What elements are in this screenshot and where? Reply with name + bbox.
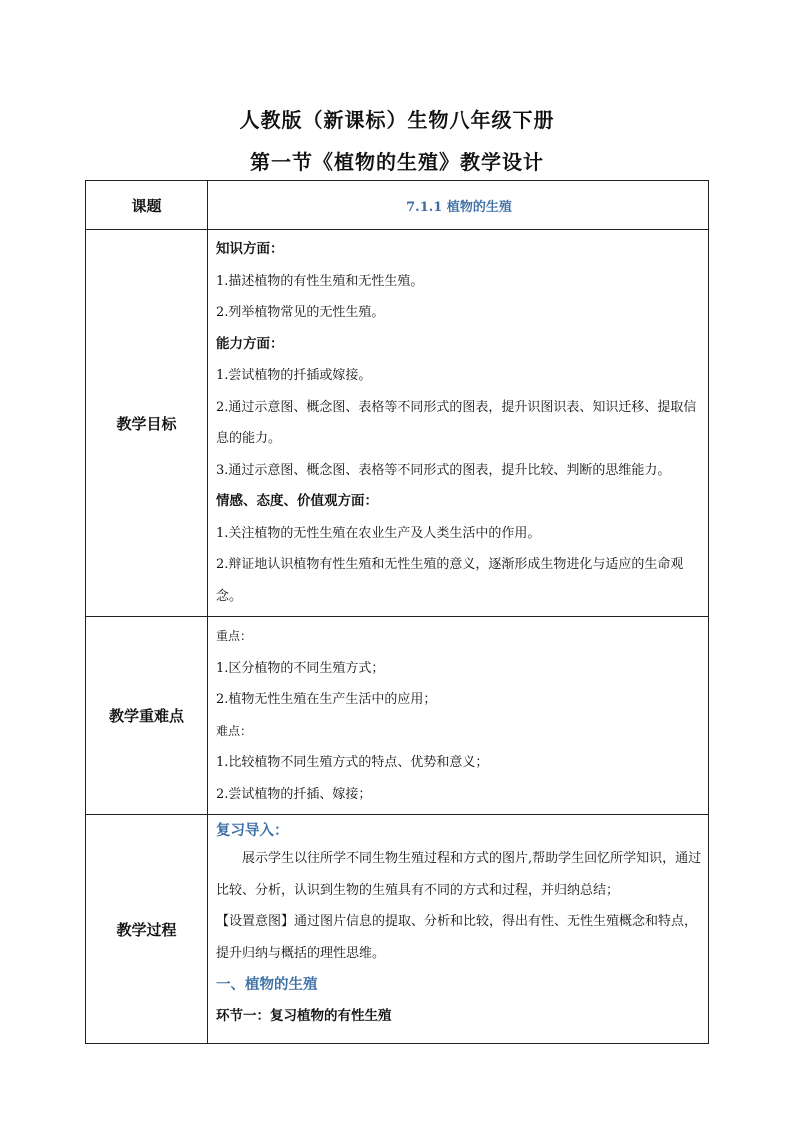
step-heading: 环节一：复习植物的有性生殖 <box>216 1007 392 1024</box>
focus-heading: 重点： <box>216 629 253 643</box>
list-item: 1.尝试植物的扦插或嫁接。 <box>216 368 372 383</box>
list-item: 1.描述植物的有性生殖和无性生殖。 <box>216 273 424 289</box>
ability-heading: 能力方面： <box>216 335 284 352</box>
topic-value: 7.1.1 植物的生殖 <box>208 181 709 230</box>
key-points-label: 教学重难点 <box>86 617 208 815</box>
process-content <box>208 815 709 1044</box>
list-item: 2.尝试植物的扦插、嫁接； <box>216 786 372 802</box>
process-label: 教学过程 <box>86 815 208 1044</box>
emotion-heading: 情感、态度、价值观方面： <box>216 493 378 509</box>
intent-text: 【设置意图】通过图片信息的提取、分析和比较，得出有性、无性生殖概念和特点，提升归纳与概括的理性思维。 <box>216 914 698 961</box>
list-item: 1.区分植物的不同生殖方式； <box>216 660 385 676</box>
objectives-label: 教学目标 <box>86 230 208 617</box>
objectives-content <box>208 230 709 617</box>
review-text: 展示学生以往所学不同生物生殖过程和方式的图片,帮助学生回忆所学知识，通过比较、分析，认识到生物的生殖具有不同的方式和过程，并归纳总结； <box>216 851 702 898</box>
list-item: 2.通过示意图、概念图、表格等不同形式的图表，提升识图识表、知识迁移、提取信息的能力。 <box>216 399 697 446</box>
knowledge-heading: 知识方面： <box>216 241 284 257</box>
list-item: 1.关注植物的无性生殖在农业生产及人类生活中的作用。 <box>216 525 541 541</box>
table-row <box>86 230 709 617</box>
table-row <box>86 815 709 1044</box>
document-subtitle: 第一节《植物的生殖》教学设计 <box>250 150 544 174</box>
list-item: 2.列举植物常见的无性生殖。 <box>216 305 385 320</box>
key-points-content <box>208 617 709 815</box>
table-row <box>86 181 709 230</box>
review-heading: 复习导入： <box>216 822 289 839</box>
topic-label: 课题 <box>86 181 208 230</box>
section-heading: 一、植物的生殖 <box>216 976 318 993</box>
lesson-plan-table <box>85 180 709 1044</box>
list-item: 1.比较植物不同生殖方式的特点、优势和意义； <box>216 755 489 770</box>
difficulty-heading: 难点： <box>216 723 253 738</box>
table-row <box>86 617 709 815</box>
list-item: 3.通过示意图、概念图、表格等不同形式的图表，提升比较、判断的思维能力。 <box>216 462 671 478</box>
list-item: 2.植物无性生殖在生产生活中的应用； <box>216 692 437 707</box>
document-title: 人教版（新课标）生物八年级下册 <box>239 108 555 132</box>
list-item: 2.辩证地认识植物有性生殖和无性生殖的意义，逐渐形成生物进化与适应的生命观念。 <box>216 557 684 604</box>
